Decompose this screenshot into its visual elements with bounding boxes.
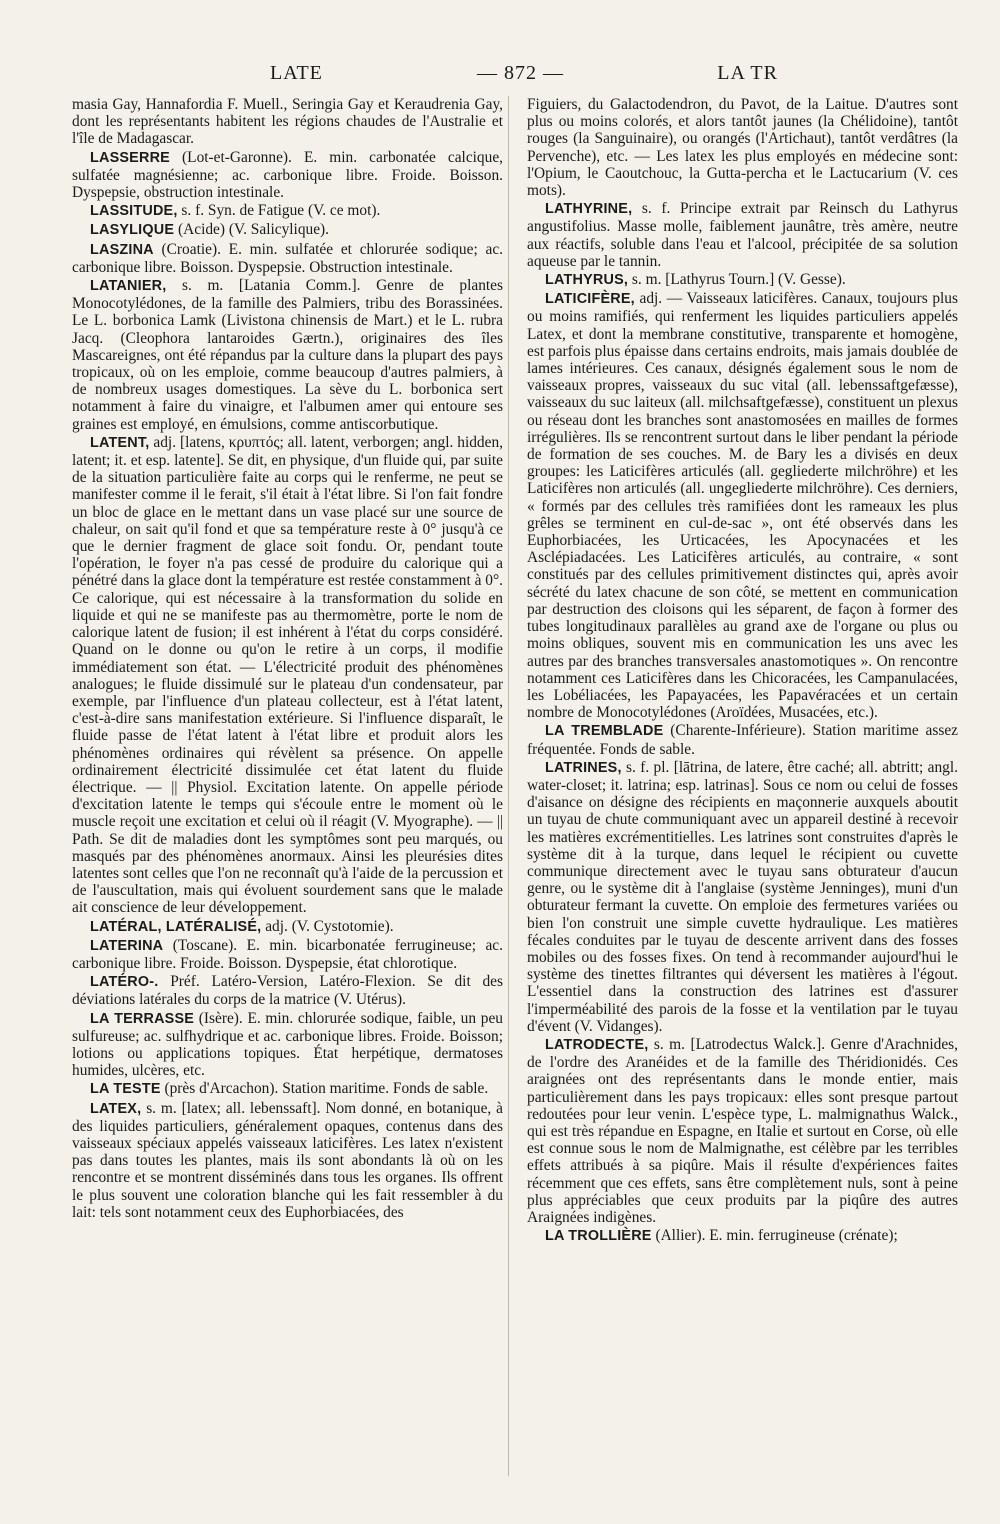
header-right-guide-word: LA TR: [717, 62, 778, 84]
entry-text: Figuiers, du Galactodendron, du Pavot, de la Laitue. D'autres sont plus ou moins colorés, et alors tantôt jaunes (la Chélidoine), tantôt rouges (la Sanguinaire), ou orangés (l'Artichaut), tantôt verdâtres (la Pervenche), etc. — Les latex les plus employés en médecine sont: l'Opium, le Caoutchouc, la Gutta-percha et le Lactucarium (V. ces mots).: [527, 96, 958, 200]
entry-headword: LATRINES,: [545, 759, 622, 776]
entry-text: s. f. Syn. de Fatigue (V. ce mot).: [177, 202, 381, 220]
dictionary-entry: [72, 973, 503, 1008]
entry-headword: LASZINA: [90, 241, 154, 258]
dictionary-entry: [72, 221, 503, 239]
left-column: [72, 96, 503, 1246]
dictionary-entry: [72, 241, 503, 276]
dictionary-entry: [72, 149, 503, 202]
entry-headword: LATRODECTE,: [545, 1036, 649, 1053]
dictionary-entry: [72, 937, 503, 972]
dictionary-entry: [72, 1080, 503, 1098]
running-header: [72, 58, 958, 88]
entry-text: (Croatie). E. min. sulfatée et chlorurée sodique; ac. carbonique libre. Boisson. Dyspepsie. Obstruction intestinale.: [72, 240, 503, 276]
entry-headword: LASYLIQUE: [90, 222, 175, 239]
dictionary-entry: [72, 918, 503, 936]
dictionary-entry: [527, 290, 958, 721]
entry-text: (Charente-Inférieure). Station maritime assez fréquentée. Fonds de sable.: [527, 722, 958, 758]
entry-headword: LATERINA: [90, 937, 164, 954]
entry-text: (près d'Arcachon). Station maritime. Fonds de sable.: [160, 1080, 489, 1098]
entry-headword: LATICIFÈRE,: [545, 291, 635, 308]
page-number: — 872 —: [477, 62, 564, 84]
entry-headword: LATENT,: [90, 434, 150, 451]
dictionary-entry: [527, 200, 958, 270]
dictionary-entry: [72, 277, 503, 433]
entry-text: (Allier). E. min. ferrugineuse (crénate);: [651, 1227, 898, 1245]
dictionary-entry: [72, 434, 503, 917]
right-column: [527, 96, 958, 1246]
dictionary-entry: [72, 1010, 503, 1080]
entry-headword: LATÉRO-.: [90, 974, 159, 991]
entry-text: s. f. pl. [lātrina, de latere, être caché; all. abtritt; angl. water-closet; it. latrina; esp. latrinas]. Sous ce nom ou celui de fosses d'aisance on désigne des récipients en maçonnerie auxquels aboutit un tuyau de chute communiquant avec un appareil destiné à recevoir les matières excrémentitielles. Les latrines sont construites d'après le système dit à la turque, dans lequel le récipient ou cuvette communique directement avec le tuyau sans obturateur d'aucun genre, ou le système dit à l'anglaise (système Jenninges), muni d'un obturateur fermant la cuvette. On emploie des fermetures variées ou bien l'on construit une simple cuvette hydraulique. Les matières fécales conduites par le tuyau de descente arrivent dans des fosses mobiles ou des fosses fixes. On tend à recommander aujourd'hui le système des tinettes filtrantes qui déversent les matières à l'égout. L'essentiel dans la construction des latrines est d'assurer l'imperméabilité des parois de la fosse et la ventilation par le tuyau d'évent (V. Vidanges).: [527, 758, 958, 1035]
dictionary-entry: [72, 202, 503, 220]
entry-text: (Lot-et-Garonne). E. min. carbonatée calcique, sulfatée magnésienne; ac. carbonique libre. Froide. Boisson. Dyspepsie, obstruction intestinale.: [72, 148, 503, 202]
dictionary-entry: [527, 96, 958, 199]
entry-text: adj. — Vaisseaux laticifères. Canaux, toujours plus ou moins ramifiés, qui renferment les liquides particuliers appelés Latex, et dont la membrane constitutive, transparente et homogène, est parfois plus épaisse dans certains endroits, mais jamais doublée de lames intérieures. Ces canaux, désignés également sous le nom de vaisseaux propres, vaisseaux du suc vital (all. lebenssaftgefæsse), vaisseaux du suc laiteux (all. milchsaftgefæsse), constituent un plexus ou réseau dont les branches sont anastomosées en mailles de formes irrégulières. Ils se rencontrent surtout dans le liber pendant la période de formation de ses couches. M. de Bary les a divisés en deux groupes: les Laticifères articulés (all. gegliederte milchröhre) et les Laticifères non articulés (all. ungegliederte milchröhre). Ces derniers, « formés par des cellules très ramifiées dont les rameaux les plus grêles se terminent en cul-de-sac », ont été observés dans les Euphorbiacées, les Urticacées, les Apocynacées et les Asclépiadacées. Les Laticifères articulés, au contraire, « sont constitués par des cellules primitivement distinctes qui, après avoir sécrété du latex chacune de son côté, se mettent en communication par destruction des cloisons qui les séparent, de façon à former des tubes longitudinaux parallèles au grand axe de l'organe ou plus ou moins obliques, souvent mis en communication les uns avec les autres par des branches transversales anastomotiques ». On rencontre notamment ces Laticifères dans les Chicoracées, les Campanulacées, les Lobéliacées, les Papayacées, les Papavéracées et un certain nombre de Monocotylédones (Aroïdées, Musacées, etc.).: [527, 290, 958, 722]
entry-headword: LATANIER,: [90, 278, 167, 295]
entry-text: s. m. [latex; all. lebenssaft]. Nom donné, en botanique, à des liquides particuliers, généralement opaques, contenus dans des vaisseaux spéciaux appelés vaisseaux laticifères. Les latex n'existent pas dans toutes les plantes, mais ils sont abondants là où on les rencontre et se montrent disséminés dans tous les organes. Ils offrent le plus souvent une coloration blanche qui les fait ressembler à du lait: tels sont notamment ceux des Euphorbiacées, des: [72, 1099, 503, 1221]
entry-headword: LA TROLLIÈRE: [545, 1228, 652, 1245]
entry-headword: LATÉRAL, LATÉRALISÉ,: [90, 918, 262, 935]
entry-headword: LA TERRASSE: [90, 1010, 195, 1027]
entry-headword: LA TREMBLADE: [545, 723, 664, 740]
text-columns: [72, 96, 958, 1246]
entry-text: masia Gay, Hannafordia F. Muell., Seringia Gay et Keraudrenia Gay, dont les représentants habitent les régions chaudes de l'Australie et l'île de Madagascar.: [72, 96, 503, 148]
entry-text: adj. [latens, κρυπτός; all. latent, verborgen; angl. hidden, latent; it. et esp. latente]. Se dit, en physique, d'un fluide qui, par suite de la situation particulière faite au corps qui le renferme, ne peut se manifester comme il le ferait, s'il était à l'état libre. Si l'on fait fondre un bloc de glace en le mettant dans un vase placé sur une source de chaleur, on sait qu'il fond et que sa température reste à 0° jusqu'à ce que le dernier fragment de glace soit fondu. Or, pendant toute l'opération, le foyer n'a pas cessé de produire du calorique qui a pénétré dans la glace dont la température est restée constamment à 0°. Ce calorique, qui est nécessaire à la transformation du solide en liquide et qui ne se manifeste pas au thermomètre, porte le nom de calorique latent de fusion; il est inhérent à l'état du corps considéré. Quand on le donne ou qu'on le retire à un corps, il modifie immédiatement son état. — L'électricité produit des phénomènes analogues; le fluide dissimulé sur le plateau d'un condensateur, par exemple, par l'influence d'un plateau collecteur, est à l'état latent, c'est-à-dire sans manifestation extérieure. Si l'influence disparaît, le fluide passe de l'état latent à l'état libre et produit alors les phénomènes ordinaires qui révèlent sa présence. On appelle ordinairement électricité dissimulée cet état latent du fluide électrique. — || Physiol. Excitation latente. On appelle période d'excitation latente le temps qui s'écoule entre le moment où le muscle reçoit une excitation et celui où il réagit (V. Myographe). — || Path. Se dit de maladies dont les symptômes sont peu marqués, ou masqués par des phénomènes anormaux. Ainsi les pleurésies dites latentes sont celles que l'on ne reconnaît qu'à l'aide de la percussion et de l'auscultation, mais qui évoluent sourdement sans que le malade ait conscience de leur développement.: [72, 433, 503, 917]
dictionary-entry: [527, 1227, 958, 1245]
entry-headword: LASSITUDE,: [90, 203, 178, 220]
entry-text: s. m. [Latrodectus Walck.]. Genre d'Arachnides, de l'ordre des Aranéides et de la famille des Théridionidés. Ces araignées ont des représentants dans le monde entier, mais particulièrement dans les pays tropicaux: elles sont presque partout redoutées pour leur venin. L'espèce type, L. malmignathus Walck., qui est très répandue en Espagne, en Italie et surtout en Corse, où elle est connue sous le nom de Malmignathe, est célèbre par les terribles effets attribués à sa piqûre. Mais il résulte d'expériences faites récemment que ces effets, sans être complètement nuls, sont à peine plus appréciables que ceux produits par la piqûre des autres Araignées indigènes.: [527, 1035, 958, 1226]
entry-headword: LATHYRUS,: [545, 272, 629, 289]
dictionary-entry: [527, 722, 958, 757]
entry-headword: LATHYRINE,: [545, 201, 633, 218]
dictionary-entry: [527, 759, 958, 1035]
dictionary-entry: [72, 96, 503, 148]
dictionary-entry: [527, 1036, 958, 1226]
entry-text: s. m. [Latania Comm.]. Genre de plantes Monocotylédones, de la famille des Palmiers, tribu des Borassinées. Le L. borbonica Lamk (Livistona chinensis de Mart.) et le L. rubra Jacq. (Cleophora lantaroides Gærtn.), originaires des îles Mascareignes, ont été répandus par la culture dans la plupart des pays tropicaux, où on les emploie, comme beaucoup d'autres palmiers, à de nombreux usages domestiques. La sève du L. borbonica sert notamment à faire du vinaigre, et l'albumen amer qui entoure ses graines est employé, en émulsions, comme antiscorbutique.: [72, 277, 503, 433]
dictionary-entry: [527, 271, 958, 289]
entry-text: s. m. [Lathyrus Tourn.] (V. Gesse).: [628, 271, 846, 289]
dictionary-entry: [72, 1100, 503, 1221]
entry-headword: LATEX,: [90, 1100, 142, 1117]
entry-headword: LASSERRE: [90, 149, 170, 166]
entry-text: Préf. Latéro-Version, Latéro-Flexion. Se dit des déviations latérales du corps de la matrice (V. Utérus).: [72, 973, 503, 1009]
entry-text: (Acide) (V. Salicylique).: [174, 221, 330, 239]
entry-text: s. f. Principe extrait par Reinsch du Lathyrus angustifolius. Masse molle, faiblement jaunâtre, très amère, neutre aux réactifs, soluble dans l'eau et l'alcool, précipitée de sa solution aqueuse par le tannin.: [527, 200, 958, 270]
entry-text: (Isère). E. min. chlorurée sodique, faible, un peu sulfureuse; ac. sulfhydrique et ac. carbonique libres. Froide. Boisson; lotions ou applications topiques. État herpétique, dermatoses humides, ulcères, etc.: [72, 1009, 503, 1080]
entry-text: adj. (V. Cystotomie).: [261, 917, 394, 935]
column-divider: [508, 96, 509, 1476]
header-left-guide-word: LATE: [270, 62, 323, 84]
entry-headword: LA TESTE: [90, 1081, 161, 1098]
entry-text: (Toscane). E. min. bicarbonatée ferrugineuse; ac. carbonique libre. Froide. Boisson. Dyspepsie, état chlorotique.: [72, 936, 503, 972]
